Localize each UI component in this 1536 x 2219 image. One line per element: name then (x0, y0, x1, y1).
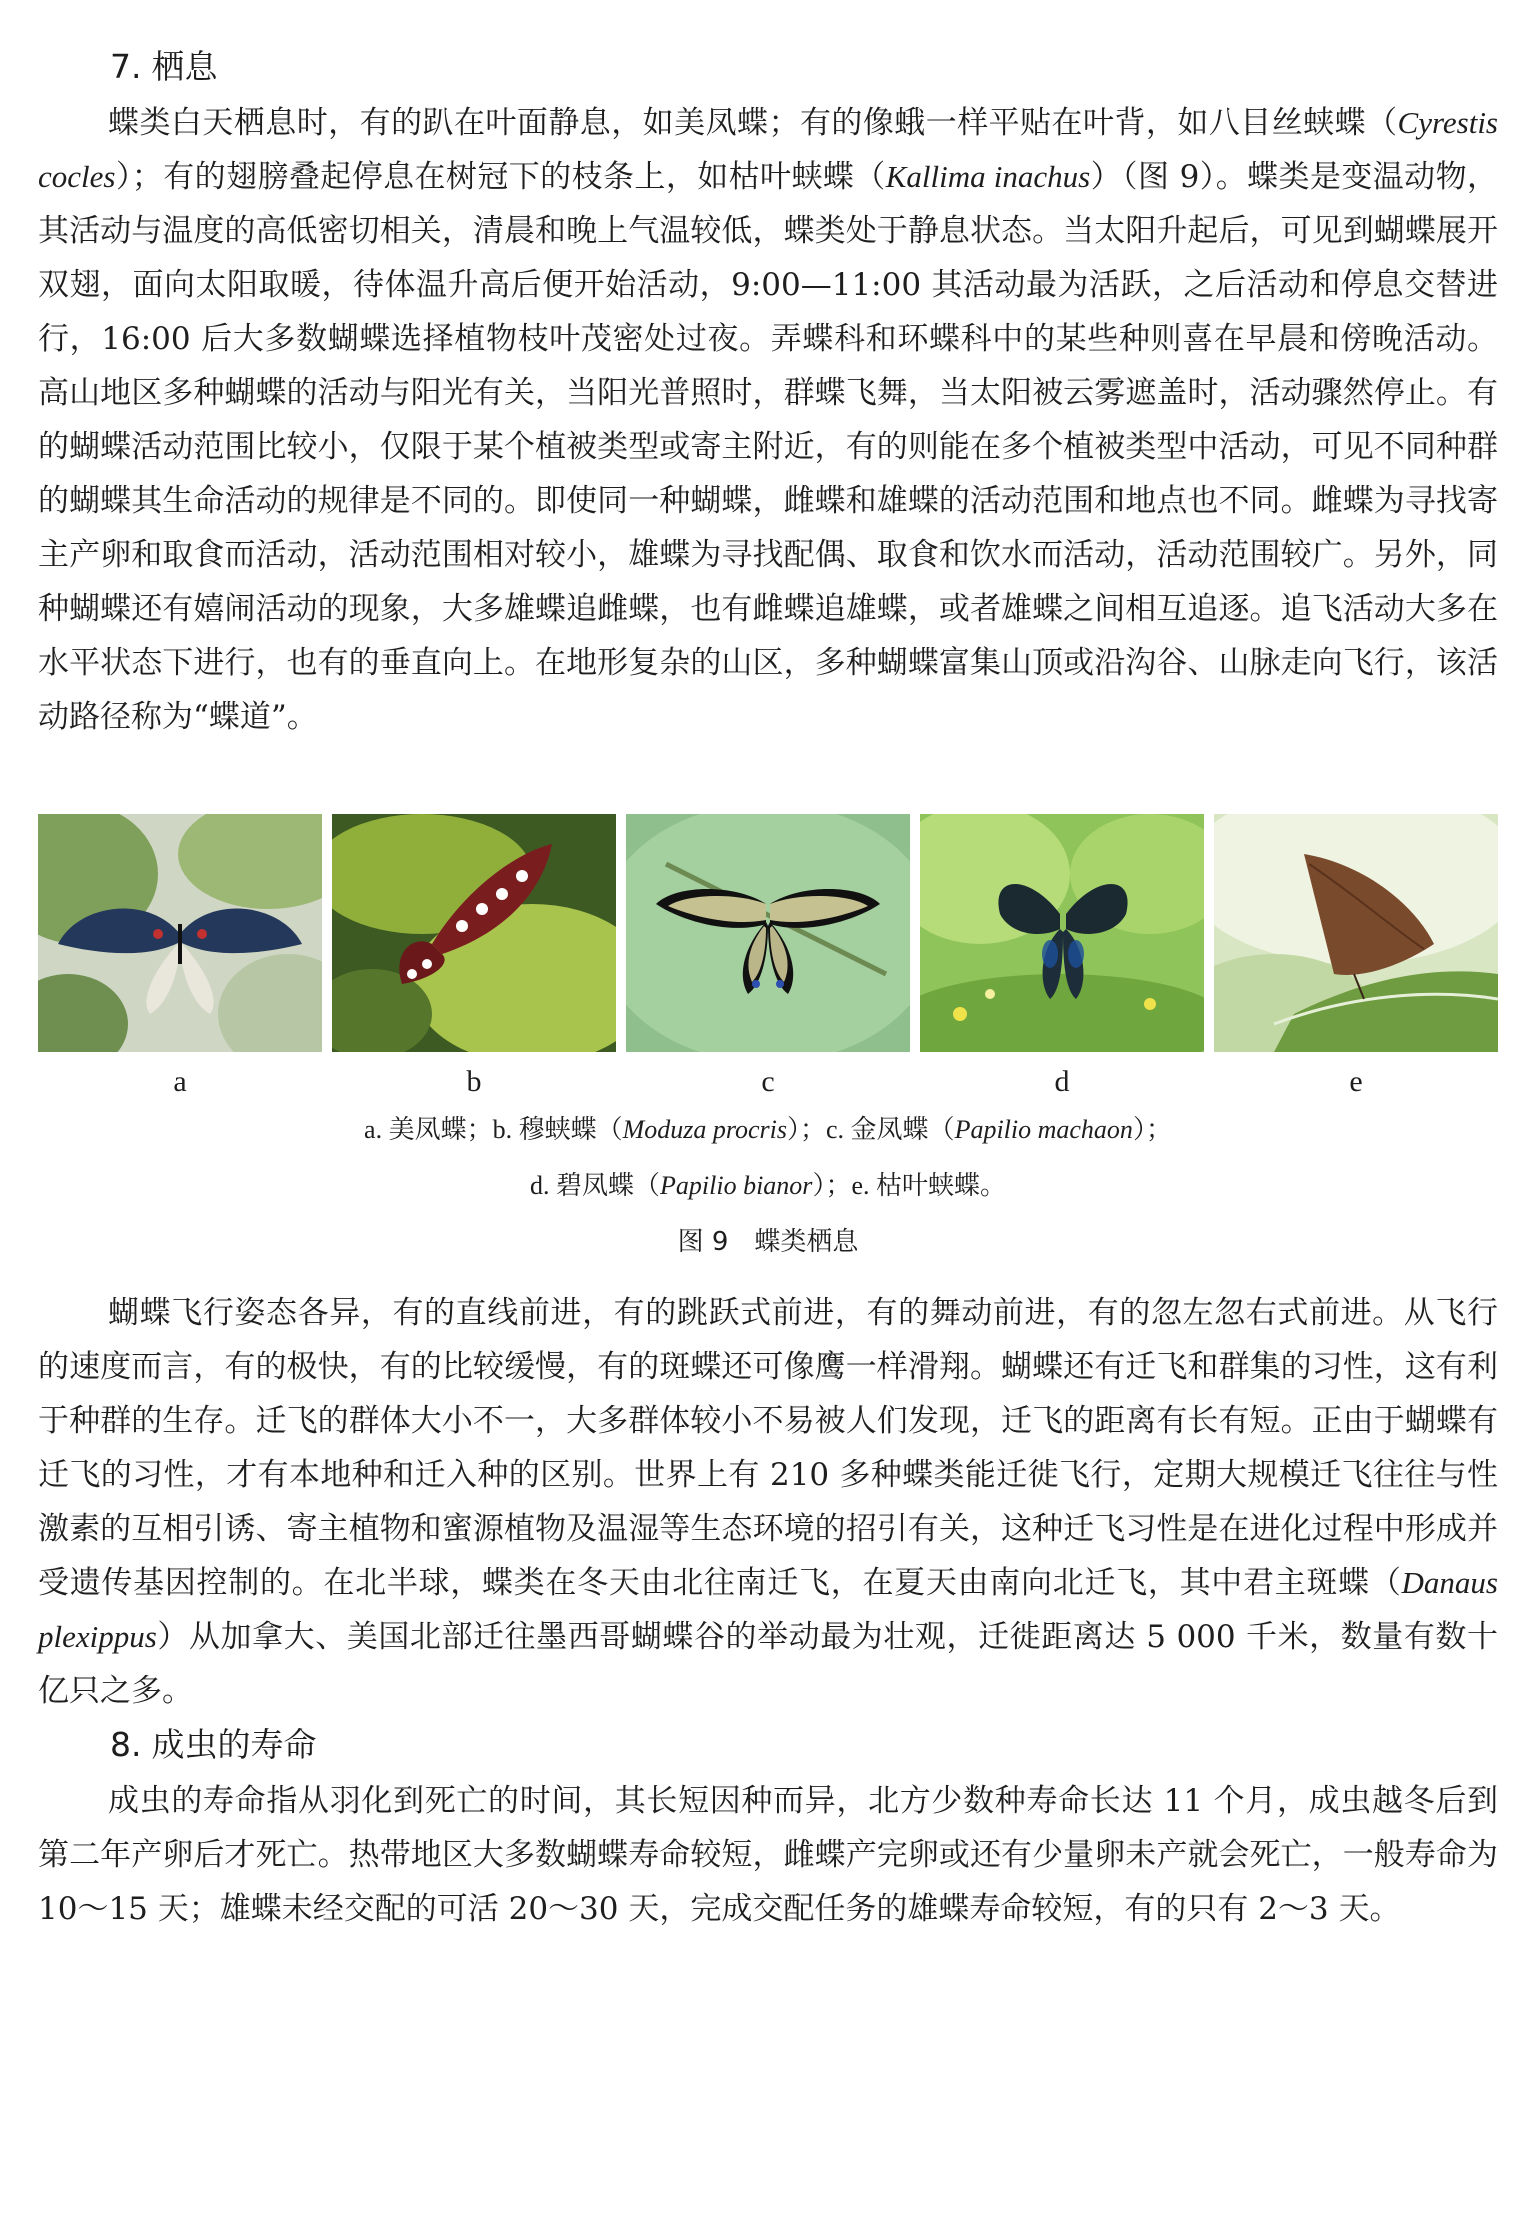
text-run: d. 碧凤蝶（ (530, 1171, 661, 1200)
photo-c-butterfly (626, 814, 910, 1052)
photo-e-label: e (1349, 1065, 1363, 1098)
text-run: 成虫的寿命指从羽化到死亡的时间，其长短因种而异，北方少数种寿命长达 11 个月，成虫越冬后到第二年产卵后才死亡。热带地区大多数蝴蝶寿命较短，雌蝶产完卵或还有少量卵未产就会死亡，一般寿命为 10～15 天；雄蝶未经交配的可活 20～30 天，完成交配任务的雄蝶寿命较短，有的只有 2～3 天。 (38, 1783, 1498, 1927)
section-7-number: 7. (110, 47, 142, 86)
section-8-heading (110, 1718, 1498, 1772)
photo-b-butterfly (332, 814, 616, 1052)
section-7-paragraph-2 (38, 1286, 1498, 1718)
photo-a-label: a (173, 1065, 187, 1098)
latin-species-name: Papilio bianor (660, 1171, 813, 1200)
figure-9-caption-line-1 (38, 1102, 1498, 1158)
text-run: a. 美凤蝶；b. 穆蛱蝶（ (364, 1115, 623, 1144)
text-run: ）；有的翅膀叠起停息在树冠下的枝条上，如枯叶蛱蝶（ (115, 159, 886, 195)
section-7-paragraph-1 (38, 96, 1498, 744)
photo-a-butterfly (38, 814, 322, 1052)
photo-c-label: c (761, 1065, 775, 1098)
text-run: ）；e. 枯叶蛱蝶。 (812, 1171, 1006, 1200)
text-run: ）； (1132, 1115, 1172, 1144)
text-run: 蝶类白天栖息时，有的趴在叶面静息，如美凤蝶；有的像蛾一样平贴在叶背，如八目丝蛱蝶（ (108, 105, 1398, 141)
figure-9 (38, 814, 1498, 1270)
figure-9-title-text: 蝶类栖息 (754, 1227, 859, 1257)
figure-9-number: 图 9 (677, 1227, 729, 1257)
photo-d-label: d (1054, 1065, 1070, 1098)
document-page (38, 40, 1498, 1936)
photo-d-butterfly (920, 814, 1204, 1052)
figure-9-title (38, 1214, 1498, 1270)
text-run: 蝴蝶飞行姿态各异，有的直线前进，有的跳跃式前进，有的舞动前进，有的忽左忽右式前进。从飞行的速度而言，有的极快，有的比较缓慢，有的斑蝶还可像鹰一样滑翔。蝴蝶还有迁飞和群集的习性，这有利于种群的生存。迁飞的群体大小不一，大多群体较小不易被人们发现，迁飞的距离有长有短。正由于蝴蝶有迁飞的习性，才有本地种和迁入种的区别。世界上有 210 多种蝶类能迁徙飞行，定期大规模迁飞往往与性激素的互相引诱、寄主植物和蜜源植物及温湿等生态环境的招引有关，这种迁飞习性是在进化过程中形成并受遗传基因控制的。在北半球，蝶类在冬天由北往南迁飞，在夏天由南向北迁飞，其中君主斑蝶（ (38, 1295, 1498, 1601)
section-8-number: 8. (110, 1725, 142, 1764)
latin-species-name: Moduza procris (622, 1115, 788, 1144)
latin-species-name: Kallima inachus (885, 159, 1091, 194)
photo-b-label: b (466, 1065, 482, 1098)
text-run: ）；c. 金凤蝶（ (787, 1115, 955, 1144)
text-run: ）（图 9）。蝶类是变温动物，其活动与温度的高低密切相关，清晨和晚上气温较低，蝶类处于静息状态。当太阳升起后，可见到蝴蝶展开双翅，面向太阳取暖，待体温升高后便开始活动，9:00—11:00 其活动最为活跃，之后活动和停息交替进行，16:00 后大多数蝴蝶选择植物枝叶茂密处过夜。弄蝶科和环蝶科中的某些种则喜在早晨和傍晚活动。高山地区多种蝴蝶的活动与阳光有关，当阳光普照时，群蝶飞舞，当太阳被云雾遮盖时，活动骤然停止。有的蝴蝶活动范围比较小，仅限于某个植被类型或寄主附近，有的则能在多个植被类型中活动，可见不同种群的蝴蝶其生命活动的规律是不同的。即使同一种蝴蝶，雌蝶和雄蝶的活动范围和地点也不同。雌蝶为寻找寄主产卵和取食而活动，活动范围相对较小，雄蝶为寻找配偶、取食和饮水而活动，活动范围较广。另外，同种蝴蝶还有嬉闹活动的现象，大多雄蝶追雌蝶，也有雌蝶追雄蝶，或者雄蝶之间相互追逐。追飞活动大多在水平状态下进行，也有的垂直向上。在地形复杂的山区，多种蝴蝶富集山顶或沿沟谷、山脉走向飞行，该活动路径称为“蝶道”。 (38, 159, 1499, 735)
photo-e-butterfly (1214, 814, 1498, 1052)
section-7-title: 栖息 (151, 47, 218, 86)
latin-species-name: Danaus plexippus (38, 1565, 1498, 1654)
text-run: ）从加拿大、美国北部迁往墨西哥蝴蝶谷的举动最为壮观，迁徙距离达 5 000 千米，数量有数十亿只之多。 (38, 1619, 1498, 1709)
figure-9-photos (38, 814, 1498, 1052)
section-8-paragraph-1 (38, 1774, 1498, 1936)
figure-9-caption-line-2 (38, 1158, 1498, 1214)
section-7-heading (110, 40, 1498, 94)
figure-9-letters (38, 1062, 1498, 1102)
section-8-title: 成虫的寿命 (151, 1725, 317, 1764)
latin-species-name: Papilio machaon (954, 1115, 1133, 1144)
latin-species-name: Cyrestis cocles (38, 105, 1498, 194)
